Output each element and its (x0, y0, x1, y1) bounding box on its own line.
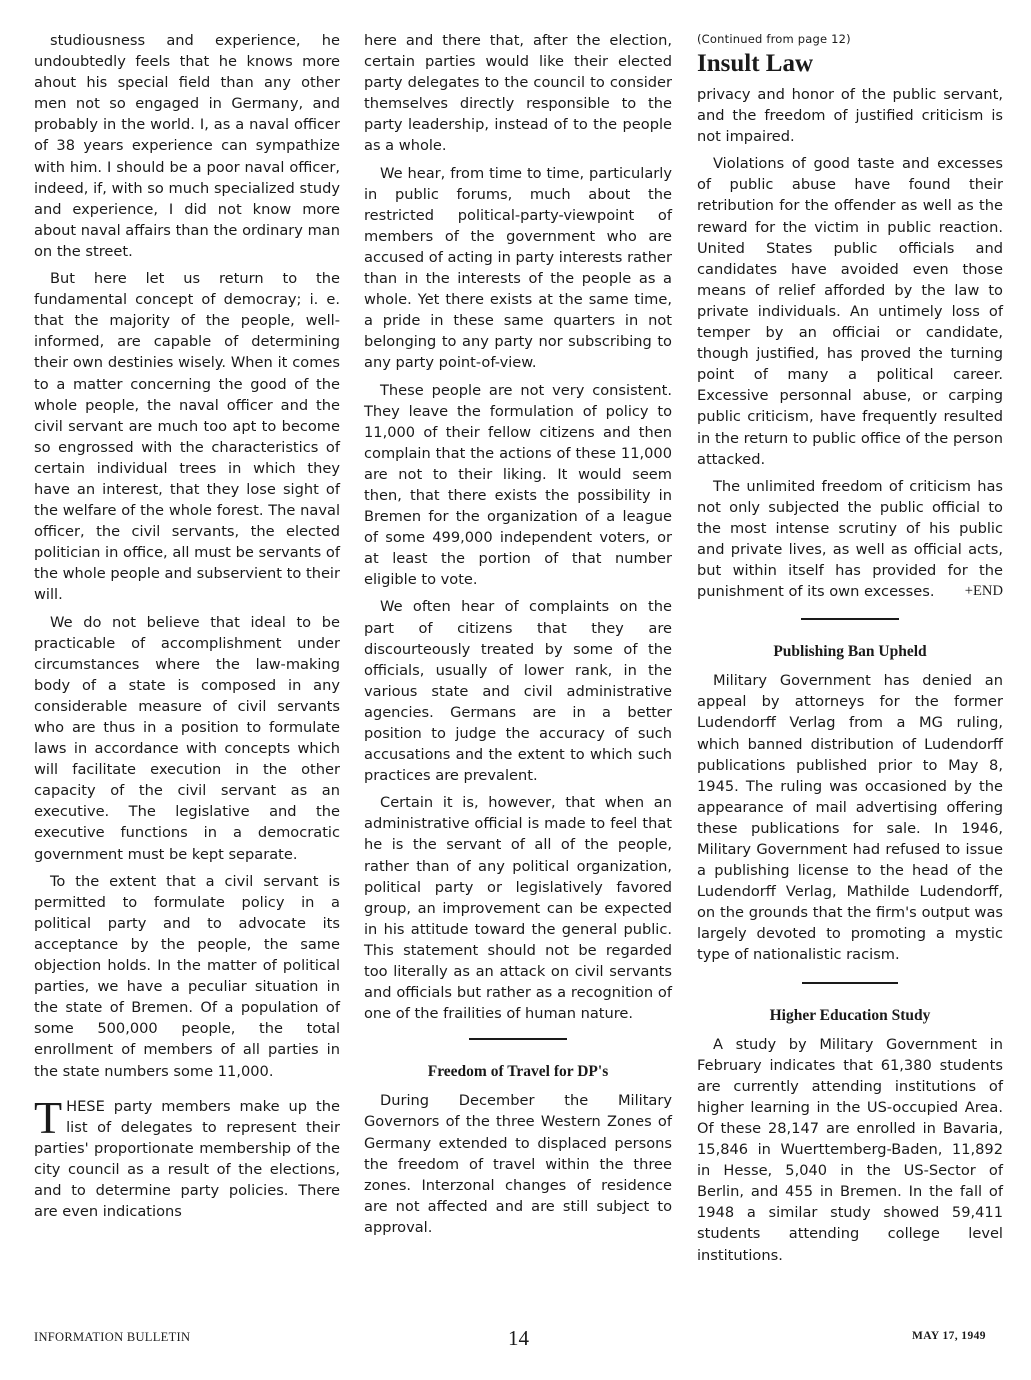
continued-note: (Continued from page 12) (697, 32, 851, 46)
footer-publication-name: INFORMATION BULLETIN (34, 1330, 191, 1344)
section-heading-higher-education: Higher Education Study (769, 1006, 931, 1024)
article-column-3 (697, 30, 1003, 1272)
body-paragraph: studiousness and experience, he undoubtedly feels that he knows more ahout his special field than any other men not so engaged in Germany, and probably in the world. I, as a naval officer of 38 years experience can sympathize with him. I should be a poor naval officer, indeed, if, with so much specialized study and experience, I did not know more about naval affairs than the ordinary man on the street. (34, 32, 340, 260)
body-paragraph: Violations of good taste and excesses of public abuse have found their retribution for the offender as well as the reward for the victim in public reaction. United States public officials and candidates have avoided even those means of relief afforded by the law to private individuals. An untimely loss of temper by an officiai or candidate, though justified, has proved the turning point of many a political career. Excessive personnal abuse, or carping public criticism, have frequently resulted in the return to public office of the person attacked. (697, 155, 1003, 468)
body-paragraph: Certain it is, however, that when an administrative official is made to feel that he is the servant of all of the people, rather than of any political organization, political party or legislatively favored group, an improvement can be expected in his attitude toward the general public. This statement should not be regarded too literally as an attack on civil servants and officials but rather as a recognition of one of the frailities of human nature. (364, 794, 672, 1023)
body-paragraph (697, 476, 1003, 603)
body-paragraph: These people are not very consistent. They leave the formulation of policy to 11,000 of their fellow citizens and then complain that the actions of these 11,000 are not to their liking. It would seem then, that there exists the possibility in Bremen for the organization of a league of some 499,000 independent voters, or at least the portion of that number eligible to vote. (364, 381, 672, 589)
body-paragraph: Military Government has denied an appeal by attorneys for the former Ludendorff Verlag from a MG ruling, which banned distribution of Ludendorff publications published prior to May 8, 1945. The ruling was occasioned by the appearance of mail advertising offering these publications for sale. In 1946, Military Government had refused to issue a publishing license to the head of the Ludendorff Verlag, Mathilde Ludendorff, on the grounds that the firm's output was largely devoted to promoting a mystic type of nationalistic racism. (697, 672, 1003, 964)
body-paragraph: privacy and honor of the public servant, and the freedom of justified criticism is not impaired. (697, 86, 1003, 146)
article-headline: Insult Law (697, 50, 814, 77)
body-paragraph: But here let us return to the fundamental concept of democray; i. e. that the majority of the people, well-informed, are capable of determining their own destinies wisely. When it comes to a matter concerning the good of the whole people, the naval officer and the civil servant are much too apt to become so engrossed with the characteristics of certain individual trees in which they have an interest, that they lose sight of the welfare of the whole forest. The naval officer, the civil servants, the elected politician in office, all must be servants of the whole people and subservient to their will. (34, 270, 340, 604)
article-column-2 (364, 30, 672, 1244)
body-paragraph: We hear, from time to time, particularly in public forums, much about the restricted political-party-viewpoint of members of the government who are accused of acting in party interests rather than in the interests of the people as a whole. Yet there exists at the same time, a pride in these same quarters in not belonging to any party nor subscribing to any party point-of-view. (364, 164, 672, 372)
section-heading-publishing-ban: Publishing Ban Upheld (773, 643, 927, 661)
dropcap-letter: T (34, 1091, 63, 1143)
dropcap-paragraph (34, 1091, 340, 1223)
body-paragraph: To the extent that a civil servant is permitted to formulate policy in a political party and to advocate its acceptance by the people, the same objection holds. In the matter of political parties, we have a peculiar situation in the state of Bremen. Of a population of some 500,000 people, the total enrollment of members of all parties in the state numbers some 11,000. (34, 872, 340, 1080)
body-paragraph: We often hear of complaints on the part of citizens that they are discourteously treated by some of the officials, usually of lower rank, in the various state and civil administrative agencies. Germans are in a better position to judge the accuracy of such accusations and the extent to which such practices are prevalent. (364, 598, 672, 785)
section-heading-dp-travel: Freedom of Travel for DP's (427, 1063, 609, 1081)
body-paragraph: We do not believe that ideal to be practicable of accomplishment under circumstances where the law-making body of a state is composed in any considerable measure of civil servants who are thus in a position to formulate laws in accordance with concepts which will facilitate execution in the other capacity of the civil servant as an executive. The legislative and the executive functions in a democratic government must be kept separate. (34, 613, 340, 863)
dropcap-paragraph-text: HESE party members make up the list of delegates to represent their parties' proportionate membership of the city council as a result of the elections, and to determine party policies. There are even indications (34, 1097, 340, 1221)
end-mark: +END (964, 583, 1003, 600)
section-divider (801, 618, 899, 620)
body-paragraph: A study by Military Government in February indicates that 61,380 students are currently attending institutions of higher learning in the US-occupied Area. Of these 28,147 are enrolled in Bavaria, 15,846 in Wuerttemberg-Baden, 11,892 in Hesse, 5,040 in the US-Sector of Berlin, and 455 in Bremen. In the fall of 1948 a similar study showed 59,411 students attending college level institutions. (697, 1035, 1003, 1264)
section-divider (469, 1038, 567, 1040)
footer-date: MAY 17, 1949 (912, 1330, 986, 1342)
body-paragraph: here and there that, after the election, certain parties would like their elected party delegates to the council to consider themselves directly responsible to the party leadership, instead of to the people as a whole. (364, 32, 672, 155)
section-divider (802, 982, 898, 984)
body-paragraph: During December the Military Governors of the three Western Zones of Germany extended to displaced persons the freedom of travel within the three zones. Interzonal changes of residence are not affected and are still subject to approval. (364, 1092, 672, 1236)
body-paragraph-text: The unlimited freedom of criticism has not only subjected the public official to the most intense scrutiny of his public and private lives, as well as official acts, but within itself has provided for the punishment of its own excesses. (697, 477, 1003, 601)
article-column-1 (34, 30, 340, 1228)
footer-page-number: 14 (508, 1326, 529, 1350)
